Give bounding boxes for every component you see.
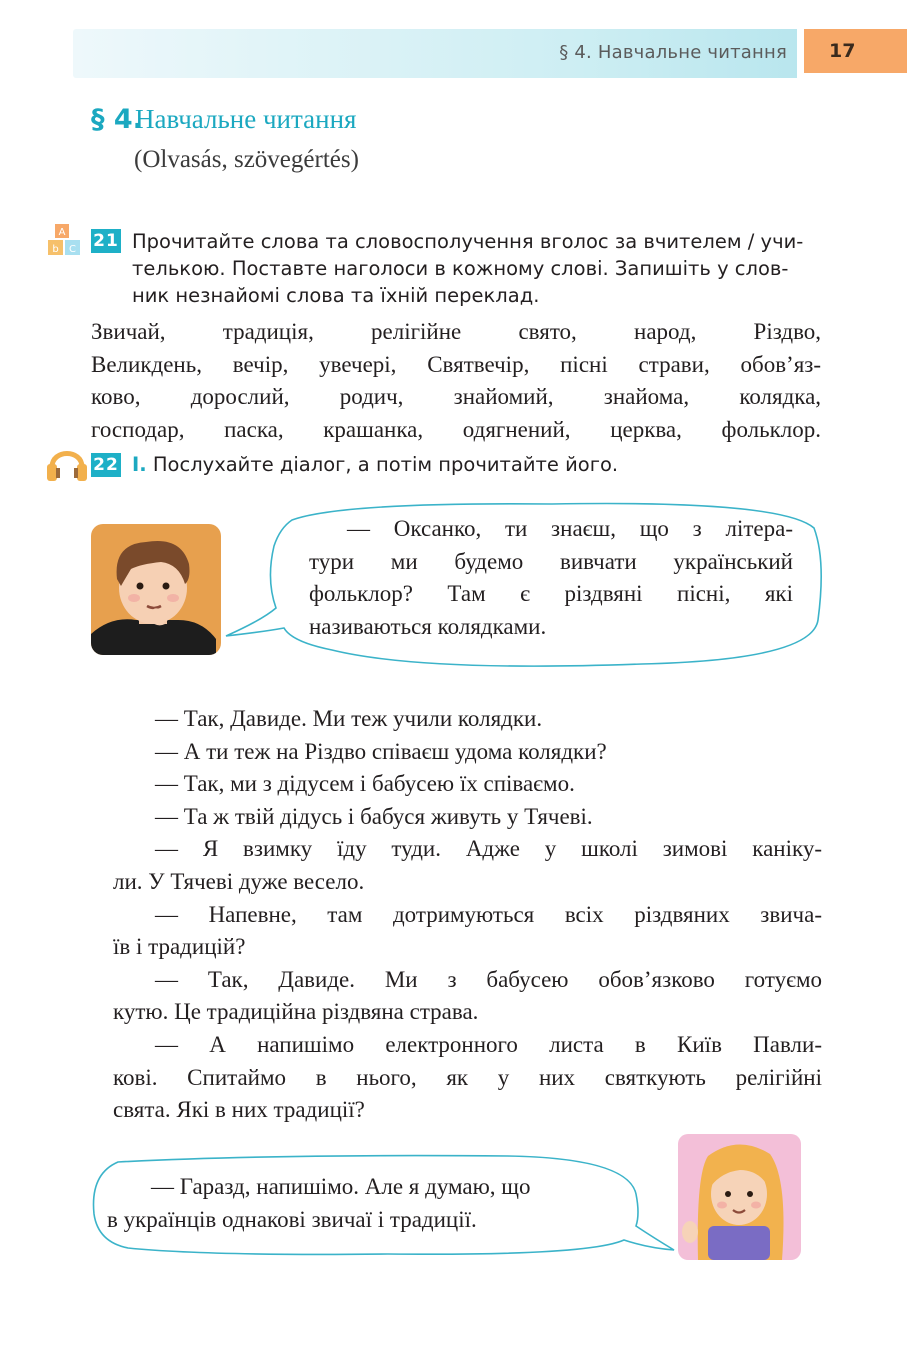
running-title: § 4. Навчальне читання	[559, 42, 787, 63]
page-number: 17	[829, 40, 856, 62]
vocabulary-line	[91, 316, 821, 349]
vocabulary-word: релігійне	[371, 319, 462, 344]
girl-avatar	[678, 1134, 801, 1260]
vocabulary-word: Святвечір,	[427, 351, 530, 377]
exercise-22-text: Послухайте діалог, а потім прочитайте його.	[152, 453, 619, 476]
vocabulary-word: колядка,	[739, 384, 822, 409]
headphones-icon	[44, 439, 90, 485]
exercise-part-label: І.	[132, 453, 147, 476]
vocabulary-word: знайома,	[603, 384, 690, 409]
dialog-line: — Так, ми з дідусем і бабусею їх співаємо.	[155, 771, 575, 797]
svg-text:b: b	[52, 244, 59, 255]
instruction-line: Прочитайте слова та словосполучення вголос за вчителем / учи-	[132, 230, 804, 253]
vocabulary-word: Звичай,	[91, 319, 166, 344]
vocabulary-word: господар,	[91, 416, 185, 442]
bubble-line: називаються колядками.	[309, 613, 547, 639]
exercise-22-number: 22	[91, 453, 121, 477]
exercise-21-instruction	[132, 228, 822, 309]
dialog-line: — А ти теж на Різдво співаєш удома колядки?	[155, 738, 607, 764]
vocabulary-word: увечері,	[319, 351, 397, 377]
vocabulary-word: паска,	[224, 416, 284, 442]
section-title: Навчальне читання	[135, 104, 357, 134]
vocabulary-word: Великдень,	[91, 351, 202, 377]
dialog-line: ли. У Тячеві дуже весело.	[113, 868, 365, 894]
vocabulary-words	[91, 316, 821, 446]
vocabulary-word: церква,	[610, 416, 682, 442]
abc-blocks-icon	[45, 222, 87, 262]
vocabulary-word: свято,	[518, 319, 577, 344]
dialog-line: свята. Які в них традиції?	[113, 1097, 365, 1123]
boy-avatar	[91, 524, 221, 655]
vocabulary-word: фольклор.	[721, 416, 822, 442]
bubble-boy-text	[309, 513, 793, 643]
vocabulary-word: народ,	[634, 319, 697, 344]
exercise-22-instruction	[132, 453, 618, 476]
section-subtitle: (Olvasás, szövegértés)	[134, 146, 359, 173]
bubble-line: — Гаразд, напишімо. Але я думаю, що	[151, 1174, 531, 1199]
dialog-line: — А напишімо електронного листа в Київ Павли-	[155, 1031, 822, 1057]
vocabulary-word: крашанка,	[323, 416, 424, 442]
svg-text:C: C	[69, 244, 76, 255]
vocabulary-line	[91, 381, 821, 414]
dialog-line: їв і традицій?	[113, 934, 246, 960]
vocabulary-word: обов’яз-	[740, 351, 822, 377]
boy-illustration	[91, 524, 221, 655]
dialog-line: кові. Спитаймо в нього, як у них святкують релігійні	[113, 1064, 822, 1090]
bubble-line: — Оксанко, ти знаєш, що з літера-	[347, 516, 793, 541]
bubble-line: фольклор? Там є різдвяні пісні, які	[309, 581, 793, 606]
girl-illustration	[678, 1134, 801, 1260]
bubble-line: в українців однакові звичаї і традиції.	[107, 1206, 477, 1232]
page-number-tab	[804, 29, 907, 73]
svg-text:A: A	[58, 227, 66, 238]
dialog-line: — Напевне, там дотримуються всіх різдвяних звича-	[155, 901, 822, 927]
vocabulary-word: страви,	[638, 351, 710, 377]
vocabulary-word: Різдво,	[753, 319, 822, 344]
vocabulary-word: вечір,	[232, 351, 289, 377]
vocabulary-word: родич,	[339, 384, 404, 409]
running-header	[73, 29, 797, 78]
vocabulary-line	[91, 414, 821, 447]
exercise-21-number: 21	[91, 229, 121, 253]
vocabulary-word: ково,	[91, 384, 141, 409]
dialog-line: кутю. Це традиційна різдвяна страва.	[113, 999, 479, 1025]
vocabulary-word: дорослий,	[190, 384, 290, 409]
dialog-line: — Так, Давиде. Ми з бабусею обов’язково готуємо	[155, 966, 822, 992]
dialog-line: — Так, Давиде. Ми теж учили колядки.	[155, 706, 543, 731]
vocabulary-word: одягнений,	[462, 416, 571, 442]
vocabulary-word: пісні	[560, 351, 608, 377]
dialog-line: — Та ж твій дідусь і бабуся живуть у Тячеві.	[155, 803, 593, 829]
bubble-line: тури ми будемо вивчати український	[309, 548, 793, 574]
vocabulary-word: знайомий,	[453, 384, 554, 409]
instruction-line: ник незнайомі слова та їхній переклад.	[132, 284, 540, 307]
vocabulary-line	[91, 349, 821, 382]
section-mark: § 4.	[91, 104, 143, 135]
dialog-line: — Я взимку їду туди. Адже у школі зимові каніку-	[155, 836, 822, 862]
bubble-girl-text	[107, 1171, 637, 1236]
instruction-line: телькою. Поставте наголоси в кожному слові. Запишіть у слов-	[132, 257, 789, 280]
dialog-text	[113, 703, 822, 1127]
vocabulary-word: традиція,	[222, 319, 314, 344]
